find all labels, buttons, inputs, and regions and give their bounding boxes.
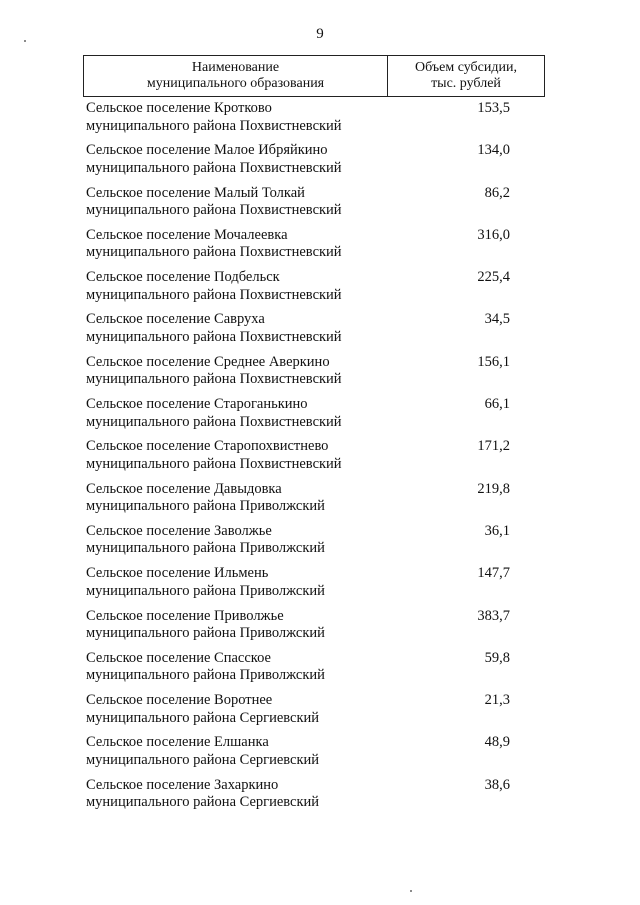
table-row <box>0 396 640 438</box>
subsidy-amount: 36,1 <box>484 522 510 539</box>
municipality-name-line2: муниципального района Сергиевский <box>86 709 320 726</box>
municipality-name <box>86 481 416 516</box>
municipality-name-line2: муниципального района Похвистневский <box>86 159 342 176</box>
municipality-name <box>86 269 416 304</box>
subsidy-amount: 34,5 <box>484 311 510 328</box>
subsidy-amount: 147,7 <box>477 565 510 582</box>
municipality-name-line2: муниципального района Приволжский <box>86 582 325 599</box>
subsidy-amount: 86,2 <box>484 184 510 201</box>
municipality-name-line2: муниципального района Похвистневский <box>86 328 342 345</box>
municipality-name-line2: муниципального района Приволжский <box>86 540 325 557</box>
municipality-name <box>86 185 416 220</box>
table-row <box>0 777 640 819</box>
municipality-name-line1: Сельское поселение Подбельск <box>86 269 280 286</box>
table-row <box>0 185 640 227</box>
table-row <box>0 269 640 311</box>
municipality-name-line2: муниципального района Приволжский <box>86 498 325 515</box>
municipality-name-line2: муниципального района Похвистневский <box>86 202 342 219</box>
page-number: 9 <box>316 26 324 42</box>
table-row <box>0 650 640 692</box>
municipality-name-line1: Сельское поселение Ильмень <box>86 565 269 582</box>
municipality-name <box>86 692 416 727</box>
municipality-name-line2: муниципального района Сергиевский <box>86 751 320 768</box>
municipality-name-line2: муниципального района Похвистневский <box>86 455 342 472</box>
table-row <box>0 523 640 565</box>
municipality-name <box>86 523 416 558</box>
municipality-name-line1: Сельское поселение Среднее Аверкино <box>86 353 330 370</box>
municipality-name <box>86 311 416 346</box>
municipality-name-line1: Сельское поселение Мочалеевка <box>86 226 288 243</box>
municipality-name-line2: муниципального района Сергиевский <box>86 794 320 811</box>
subsidy-amount: 48,9 <box>484 734 510 751</box>
municipality-name-line1: Сельское поселение Приволжье <box>86 607 284 624</box>
table-row <box>0 354 640 396</box>
municipality-name <box>86 227 416 262</box>
table-row <box>0 481 640 523</box>
municipality-name <box>86 650 416 685</box>
municipality-name <box>86 438 416 473</box>
header-municipality-name: Наименование муниципального образования <box>84 56 388 96</box>
municipality-name-line1: Сельское поселение Елшанка <box>86 734 269 751</box>
subsidy-amount: 59,8 <box>484 649 510 666</box>
municipality-name <box>86 734 416 769</box>
municipality-name-line1: Сельское поселение Давыдовка <box>86 480 282 497</box>
table-body <box>0 100 640 819</box>
municipality-name <box>86 100 416 135</box>
subsidy-amount: 171,2 <box>477 438 510 455</box>
subsidy-amount: 383,7 <box>477 607 510 624</box>
municipality-name-line2: муниципального района Похвистневский <box>86 413 342 430</box>
subsidy-amount: 21,3 <box>484 692 510 709</box>
subsidy-amount: 66,1 <box>484 396 510 413</box>
table-header <box>83 55 545 97</box>
municipality-name <box>86 142 416 177</box>
table-row <box>0 100 640 142</box>
municipality-name <box>86 608 416 643</box>
table-row <box>0 734 640 776</box>
subsidy-amount: 225,4 <box>477 269 510 286</box>
subsidy-amount: 134,0 <box>477 142 510 159</box>
municipality-name-line2: муниципального района Похвистневский <box>86 244 342 261</box>
municipality-name-line2: муниципального района Похвистневский <box>86 371 342 388</box>
municipality-name-line1: Сельское поселение Заволжье <box>86 522 272 539</box>
municipality-name <box>86 565 416 600</box>
municipality-name-line1: Сельское поселение Савруха <box>86 311 265 328</box>
municipality-name-line1: Сельское поселение Воротнее <box>86 692 273 709</box>
municipality-name-line2: муниципального района Приволжский <box>86 667 325 684</box>
table-row <box>0 608 640 650</box>
municipality-name-line2: муниципального района Похвистневский <box>86 286 342 303</box>
subsidy-amount: 38,6 <box>484 776 510 793</box>
municipality-name-line1: Сельское поселение Захаркино <box>86 776 279 793</box>
subsidy-amount: 219,8 <box>477 480 510 497</box>
municipality-name-line1: Сельское поселение Старопохвистнево <box>86 438 329 455</box>
scan-speck <box>410 890 412 892</box>
municipality-name-line2: муниципального района Приволжский <box>86 625 325 642</box>
municipality-name <box>86 354 416 389</box>
municipality-name-line2: муниципального района Похвистневский <box>86 117 342 134</box>
subsidy-amount: 153,5 <box>477 100 510 116</box>
table-row <box>0 565 640 607</box>
scan-speck <box>24 40 26 42</box>
municipality-name-line1: Сельское поселение Малый Толкай <box>86 184 305 201</box>
table-row <box>0 142 640 184</box>
table-row <box>0 692 640 734</box>
municipality-name-line1: Сельское поселение Спасское <box>86 649 271 666</box>
header-subsidy-amount: Объем субсидии, тыс. рублей <box>415 60 517 91</box>
table-row <box>0 227 640 269</box>
table-row <box>0 438 640 480</box>
municipality-name-line1: Сельское поселение Кротково <box>86 100 272 116</box>
municipality-name <box>86 777 416 812</box>
municipality-name-line1: Сельское поселение Староганькино <box>86 396 308 413</box>
subsidy-amount: 316,0 <box>477 226 510 243</box>
municipality-name <box>86 396 416 431</box>
subsidy-amount: 156,1 <box>477 353 510 370</box>
table-row <box>0 311 640 353</box>
municipality-name-line1: Сельское поселение Малое Ибряйкино <box>86 142 328 159</box>
